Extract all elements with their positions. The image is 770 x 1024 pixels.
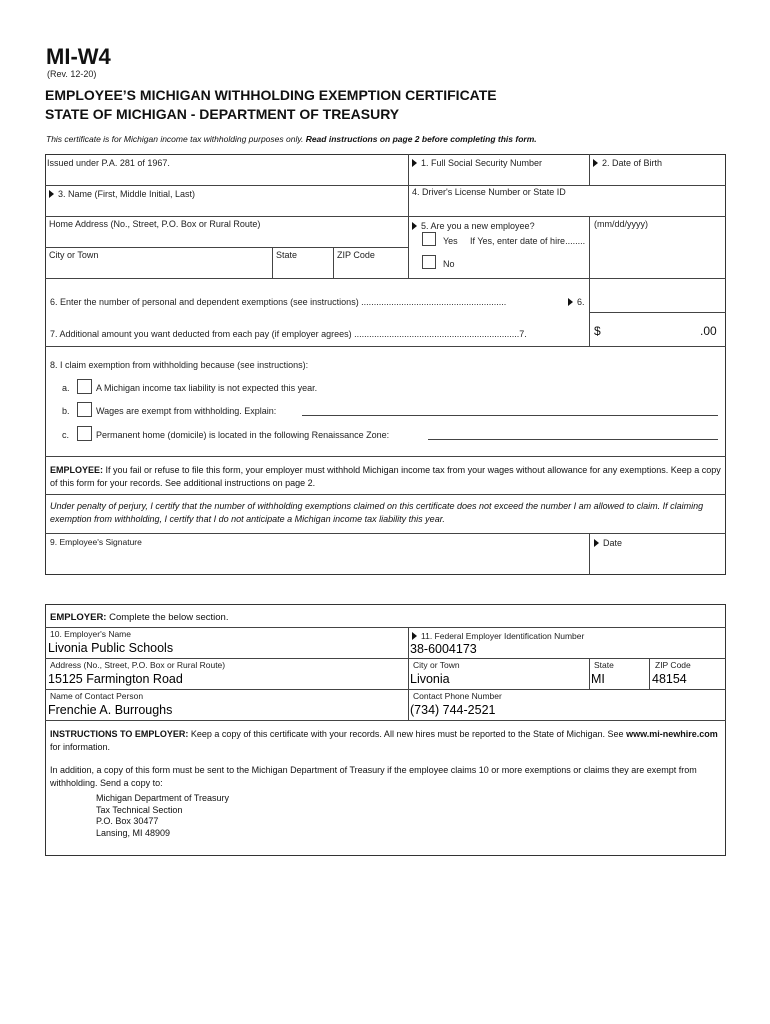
employer-header-text: Complete the below section. (106, 612, 229, 623)
date-format-label: (mm/dd/yyyy) (594, 219, 648, 229)
arrow-icon (49, 190, 54, 198)
issued-text: Issued under P.A. 281 of 1967. (47, 158, 170, 168)
copy-requirement: In addition, a copy of this form must be sent to the Michigan Department of Treasury if the employee claims 10 or more exemptions or claims they are exempt from withholding. Send a copy to: (50, 765, 697, 788)
line6-number: 6. (568, 297, 585, 307)
signature-field[interactable] (47, 548, 587, 573)
form-code: MI-W4 (46, 44, 111, 69)
hire-date-label: If Yes, enter date of hire........ (470, 236, 586, 246)
exemption-a-checkbox[interactable] (77, 379, 92, 394)
name-field[interactable] (47, 200, 405, 214)
contact-name-field[interactable]: Frenchie A. Burroughs (48, 703, 173, 717)
arrow-icon (412, 632, 417, 640)
employee-notice-bold: EMPLOYEE: (50, 465, 104, 475)
employer-zip-field[interactable]: 48154 (652, 672, 687, 686)
employer-address-field[interactable]: 15125 Farmington Road (48, 672, 183, 686)
employer-state-field[interactable]: MI (591, 672, 605, 686)
city-field[interactable] (47, 261, 269, 276)
employer-name-field[interactable]: Livonia Public Schools (48, 641, 174, 655)
employer-instructions (50, 728, 722, 753)
cents-label: .00 (700, 324, 717, 338)
employee-notice (50, 464, 722, 489)
exemption-c-checkbox[interactable] (77, 426, 92, 441)
name-label: 3. Name (First, Middle Initial, Last) (49, 189, 195, 199)
signature-date-field[interactable] (591, 550, 723, 573)
option-c-text: Permanent home (domicile) is located in the following Renaissance Zone: (96, 430, 390, 440)
signature-label: 9. Employee's Signature (50, 537, 142, 547)
mailing-line-4: Lansing, MI 48909 (96, 827, 171, 838)
intro-text (46, 134, 537, 144)
zip-field[interactable] (335, 261, 405, 276)
arrow-icon (412, 159, 417, 167)
newhire-link[interactable]: www.mi-newhire.com (626, 729, 718, 739)
fein-label: 11. Federal Employer Identification Number (412, 631, 584, 641)
option-a-letter: a. (62, 383, 70, 393)
intro-text-b: Read instructions on page 2 before completing this form. (305, 134, 537, 144)
arrow-icon (412, 222, 417, 230)
instructions-end: for information. (50, 741, 111, 752)
fein-field[interactable]: 38-6004173 (410, 642, 477, 656)
exemptions-field[interactable] (591, 282, 723, 310)
state-label: State (276, 250, 298, 260)
arrow-icon (594, 539, 599, 547)
option-b-letter: b. (62, 406, 70, 416)
contact-name-label: Name of Contact Person (50, 691, 144, 701)
zip-label: ZIP Code (337, 250, 375, 260)
home-address-field[interactable] (47, 230, 405, 245)
dob-label: 2. Date of Birth (593, 158, 662, 168)
arrow-icon (593, 159, 598, 167)
mailing-line-2: Tax Technical Section (96, 804, 183, 815)
home-address-label: Home Address (No., Street, P.O. Box or Rural Route) (49, 219, 261, 229)
dob-field[interactable] (591, 168, 723, 184)
line8-label: 8. I claim exemption from withholding because (see instructions): (50, 360, 309, 370)
state-field[interactable] (274, 261, 330, 276)
line6-label: 6. Enter the number of personal and dependent exemptions (see instructions) .......................................................... (50, 297, 507, 307)
date-label: Date (594, 538, 622, 548)
additional-amount-field[interactable] (604, 316, 698, 342)
employer-city-label: City or Town (413, 660, 460, 670)
new-employee-yes-checkbox[interactable] (422, 232, 436, 246)
arrow-icon (568, 298, 573, 306)
employer-name-label: 10. Employer's Name (50, 629, 131, 639)
new-employee-label: 5. Are you a new employee? (412, 221, 535, 231)
ssn-field[interactable] (410, 168, 586, 184)
renaissance-zone-field[interactable] (428, 428, 718, 440)
new-employee-no-checkbox[interactable] (422, 255, 436, 269)
instructions-text: Keep a copy of this certificate with your records. All new hires must be reported to the State of Michigan. See (188, 729, 627, 739)
hire-date-field[interactable] (591, 230, 723, 246)
dl-label: 4. Driver's License Number or State ID (412, 187, 566, 197)
no-label: No (443, 259, 455, 269)
mailing-line-3: P.O. Box 30477 (96, 816, 159, 826)
perjury-statement: Under penalty of perjury, I certify that the number of withholding exemptions claimed on this certificate does not exceed the number I am allowed to claim. If claiming exemption from withholding, I certify that I do not anticipate a Michigan income tax liability this year. (50, 501, 704, 524)
option-c-letter: c. (62, 430, 70, 440)
employer-address-label: Address (No., Street, P.O. Box or Rural Route) (50, 660, 226, 670)
contact-phone-label: Contact Phone Number (413, 691, 502, 701)
option-a-text: A Michigan income tax liability is not expected this year. (96, 383, 318, 393)
intro-text-a: This certificate is for Michigan income tax withholding purposes only. (46, 134, 306, 144)
instructions-bold: INSTRUCTIONS TO EMPLOYER: (50, 729, 189, 739)
employer-header (50, 612, 228, 623)
line7-label: 7. Additional amount you want deducted from each pay (if employer agrees) ..................................................................7. (50, 329, 527, 339)
option-b-text: Wages are exempt from withholding. Explain: (96, 406, 277, 416)
mailing-address (96, 793, 229, 839)
mailing-line-1: Michigan Department of Treasury (96, 793, 230, 803)
employee-notice-text: If you fail or refuse to file this form, your employer must withhold Michigan income tax from your wages without allowance for any exemptions. Keep a copy of this form for your records. See additional instructions on page 2. (50, 465, 721, 488)
ssn-label: 1. Full Social Security Number (412, 158, 542, 168)
dl-field[interactable] (410, 198, 724, 214)
contact-phone-field[interactable]: (734) 744-2521 (410, 703, 496, 717)
city-label: City or Town (49, 250, 99, 260)
yes-label: Yes (443, 236, 458, 246)
employer-zip-label: ZIP Code (655, 660, 691, 670)
employer-city-field[interactable]: Livonia (410, 672, 450, 686)
employer-header-bold: EMPLOYER: (50, 612, 107, 623)
dollar-sign: $ (594, 324, 601, 338)
revision-date: (Rev. 12-20) (47, 69, 97, 79)
form-title: EMPLOYEE’S MICHIGAN WITHHOLDING EXEMPTION CERTIFICATE (45, 87, 497, 103)
exemption-b-checkbox[interactable] (77, 402, 92, 417)
form-subtitle: STATE OF MICHIGAN - DEPARTMENT OF TREASURY (45, 106, 400, 122)
employer-state-label: State (594, 660, 614, 670)
explain-field[interactable] (302, 404, 718, 416)
